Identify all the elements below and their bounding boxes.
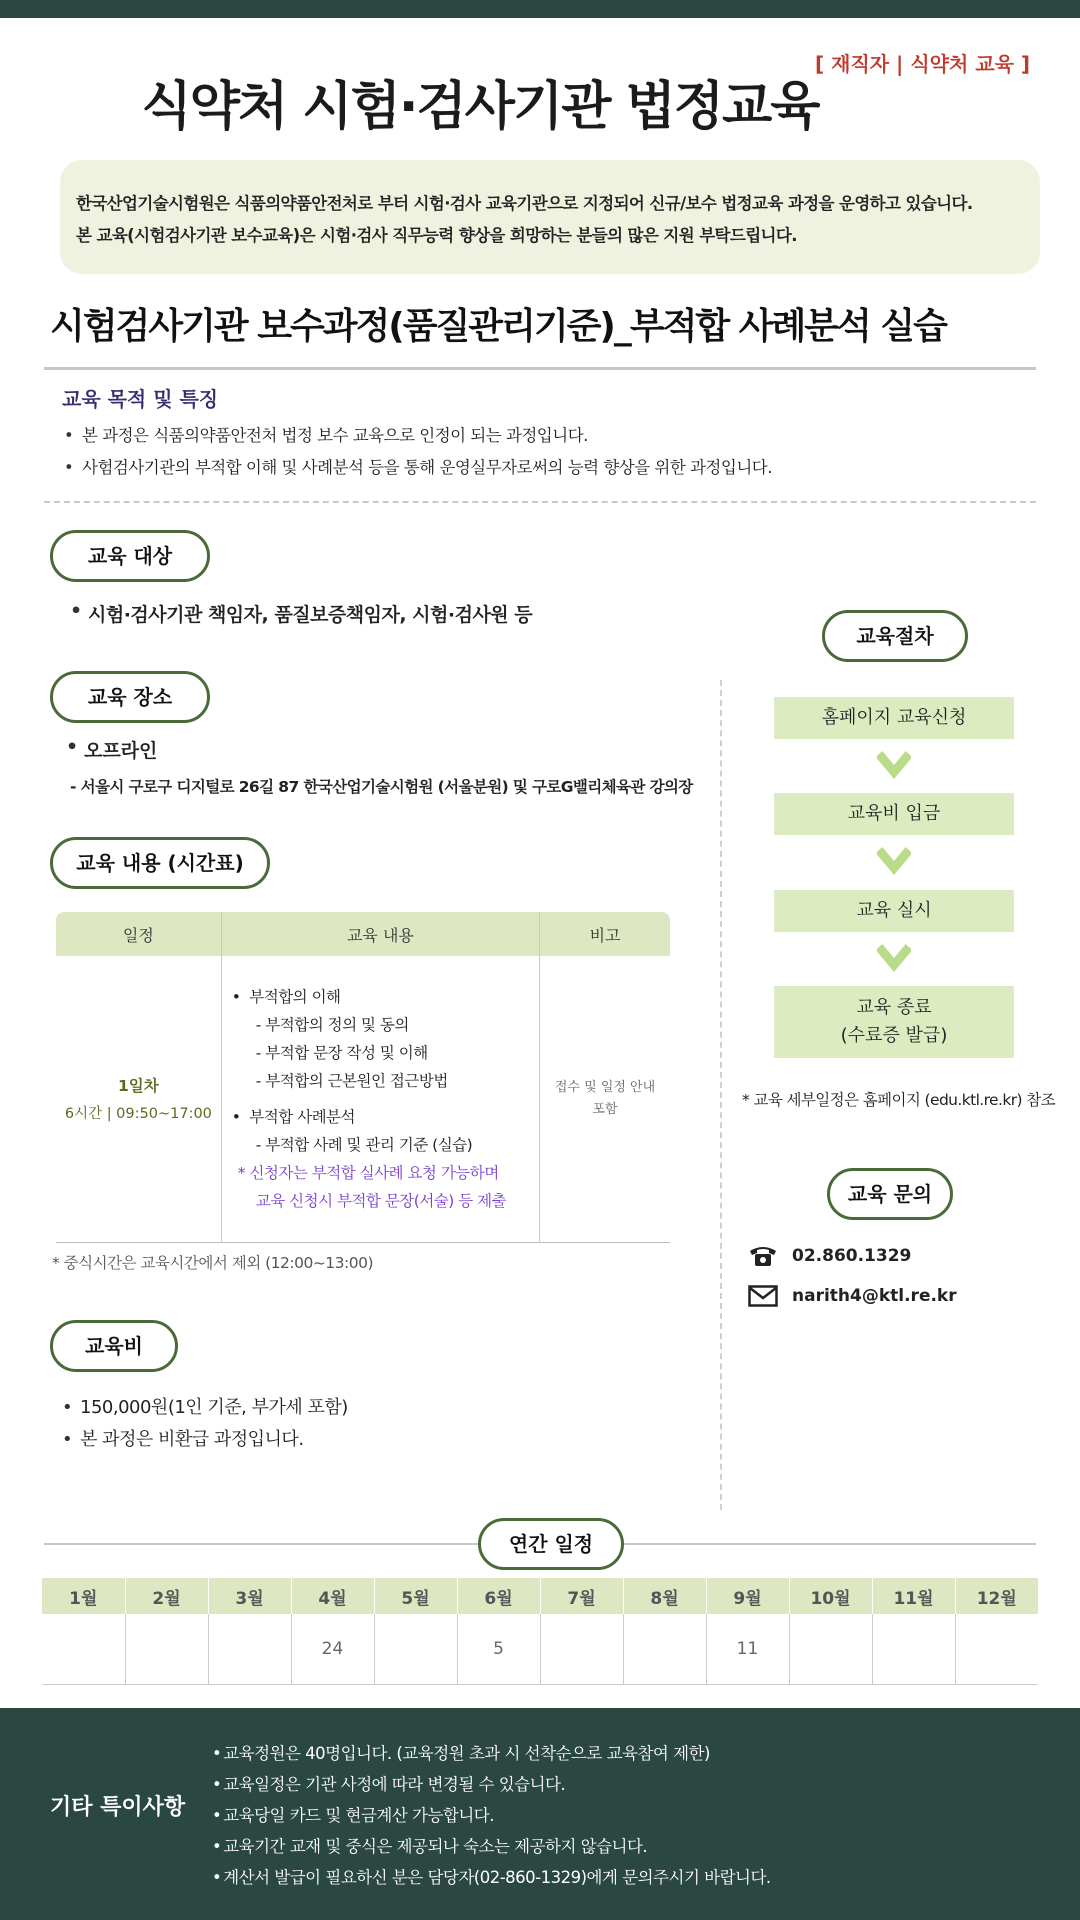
schedule-table [56,912,670,1243]
dashed-divider [44,501,1036,503]
sub-item: - 부적합 문장 작성 및 이해 [255,1043,428,1062]
lunch-note: * 중식시간은 교육시간에서 제외 (12:00~13:00) [52,1254,374,1272]
page-title: 식약처 시험·검사기관 법정교육 [141,77,819,137]
month-cell [540,1614,623,1685]
chevron-down-icon [877,846,911,876]
purpose-list [62,420,772,484]
remark-line: 접수 및 일정 안내 [554,1079,656,1095]
process-step-4 [774,986,1014,1058]
step-line: 교육 종료 [856,997,932,1018]
place-main: • 오프라인 [64,736,157,763]
month-header: 7월 [540,1578,623,1614]
annual-calendar [42,1578,1038,1685]
sub-item: - 부적합 사례 및 관리 기준 (실습) [255,1135,473,1154]
list-item: • 본 과정은 비환급 과정입니다. [60,1424,348,1456]
fee-list [60,1392,348,1456]
process-step-3: 교육 실시 [774,890,1014,932]
list-item: • 본 과정은 식품의약품안전처 법정 보수 교육으로 인정이 되는 과정입니다. [62,420,772,452]
day-label: 1일차 [118,1077,159,1096]
chevron-down-icon [877,750,911,780]
col-header: 교육 내용 [221,912,539,956]
top-bar [0,0,1080,18]
process-step-2: 교육비 입금 [774,793,1014,835]
intro-line-2: 본 교육(시험검사기관 보수교육)은 시험·검사 직무능력 향상을 희망하는 분들의 많은 지원 부탁드립니다. [76,226,797,245]
month-cell [374,1614,457,1685]
annual-label: 연간 일정 [478,1518,624,1570]
month-header: 3월 [208,1578,291,1614]
month-cell [789,1614,872,1685]
place-address: - 서울시 구로구 디지털로 26길 87 한국산업기술시험원 (서울분원) 및 구로G밸리체육관 강의장 [70,778,693,796]
month-cell [955,1614,1038,1685]
day-cell [56,956,221,1242]
phone-number[interactable]: 02.860.1329 [792,1246,912,1266]
phone-row [748,1245,911,1267]
month-cell: 5 [457,1614,540,1685]
remark-line: 포함 [592,1101,618,1117]
inquiry-label: 교육 문의 [827,1168,953,1220]
month-cell [872,1614,955,1685]
intro-line-1: 한국산업기술시험원은 식품의약품안전처로 부터 시험·검사 교육기관으로 지정되어 신규/보수 법정교육 과정을 운영하고 있습니다. [76,194,973,213]
day-time: 6시간 | 09:50~17:00 [64,1106,212,1123]
email-address[interactable]: narith4@ktl.re.kr [792,1286,957,1306]
footer-list [212,1738,771,1893]
phone-icon [748,1245,778,1267]
footer-heading: 기타 특이사항 [50,1795,186,1820]
intro-box [60,160,1040,274]
table-row [42,1614,1038,1685]
remark-cell [540,956,670,1242]
envelope-icon [748,1285,778,1307]
month-header: 5월 [374,1578,457,1614]
month-header: 8월 [623,1578,706,1614]
month-header: 11월 [872,1578,955,1614]
purpose-heading: 교육 목적 및 특징 [62,387,219,411]
process-label: 교육절차 [822,610,968,662]
note-line: 교육 신청시 부적합 문장(서술) 등 제출 [255,1191,507,1210]
place-label: 교육 장소 [50,671,210,723]
fee-label: 교육비 [50,1320,178,1372]
month-header: 9월 [706,1578,789,1614]
footer-item: • 교육당일 카드 및 현금계산 가능합니다. [212,1800,771,1831]
sub-item: - 부적합의 근본원인 접근방법 [255,1071,448,1090]
footer-item: • 교육일정은 기관 사정에 따라 변경될 수 있습니다. [212,1769,771,1800]
note-line: * 신청자는 부적합 실사례 요청 가능하며 [237,1163,499,1182]
schedule-label: 교육 내용 (시간표) [50,837,270,889]
chevron-down-icon [877,943,911,973]
col-header: 일정 [56,912,221,956]
month-header: 12월 [955,1578,1038,1614]
course-title: 시험검사기관 보수과정(품질관리기준)_부적합 사례분석 실습 [50,306,946,347]
topic-2: • 부적합 사례분석 [231,1107,356,1126]
table-row [56,956,670,1242]
topic-1: • 부적합의 이해 [231,987,341,1006]
sub-item: - 부적합의 정의 및 동의 [255,1015,409,1034]
month-cell [208,1614,291,1685]
month-cell [42,1614,125,1685]
footer-item: • 교육정원은 40명입니다. (교육정원 초과 시 선착순으로 교육참여 제한) [212,1738,771,1769]
month-header: 10월 [789,1578,872,1614]
content-cell [221,956,539,1242]
month-cell [623,1614,706,1685]
month-cell: 24 [291,1614,374,1685]
process-note: * 교육 세부일정은 홈페이지 (edu.ktl.re.kr) 참조 [742,1091,1055,1109]
month-header: 6월 [457,1578,540,1614]
month-header: 2월 [125,1578,208,1614]
process-step-1: 홈페이지 교육신청 [774,697,1014,739]
month-header: 4월 [291,1578,374,1614]
footer-item: • 교육기간 교재 및 중식은 제공되나 숙소는 제공하지 않습니다. [212,1831,771,1862]
step-line: (수료증 발급) [840,1025,948,1046]
divider [44,367,1036,370]
target-item: • 시험·검사기관 책임자, 품질보증책임자, 시험·검사원 등 [68,600,532,627]
column-divider [720,680,722,1510]
list-item: • 150,000원(1인 기준, 부가세 포함) [60,1392,348,1424]
category-tag: [ 재직자 | 식약처 교육 ] [815,52,1030,76]
list-item: • 사험검사기관의 부적합 이해 및 사례분석 등을 통해 운영실무자로써의 능력 향상을 위한 과정입니다. [62,452,772,484]
target-label: 교육 대상 [50,530,210,582]
month-cell: 11 [706,1614,789,1685]
email-row [748,1285,957,1307]
month-cell [125,1614,208,1685]
target-list [68,600,532,627]
footer-item: • 계산서 발급이 필요하신 분은 담당자(02-860-1329)에게 문의주시기 바랍니다. [212,1862,771,1893]
month-header: 1월 [42,1578,125,1614]
col-header: 비고 [540,912,670,956]
place-list [64,736,157,763]
